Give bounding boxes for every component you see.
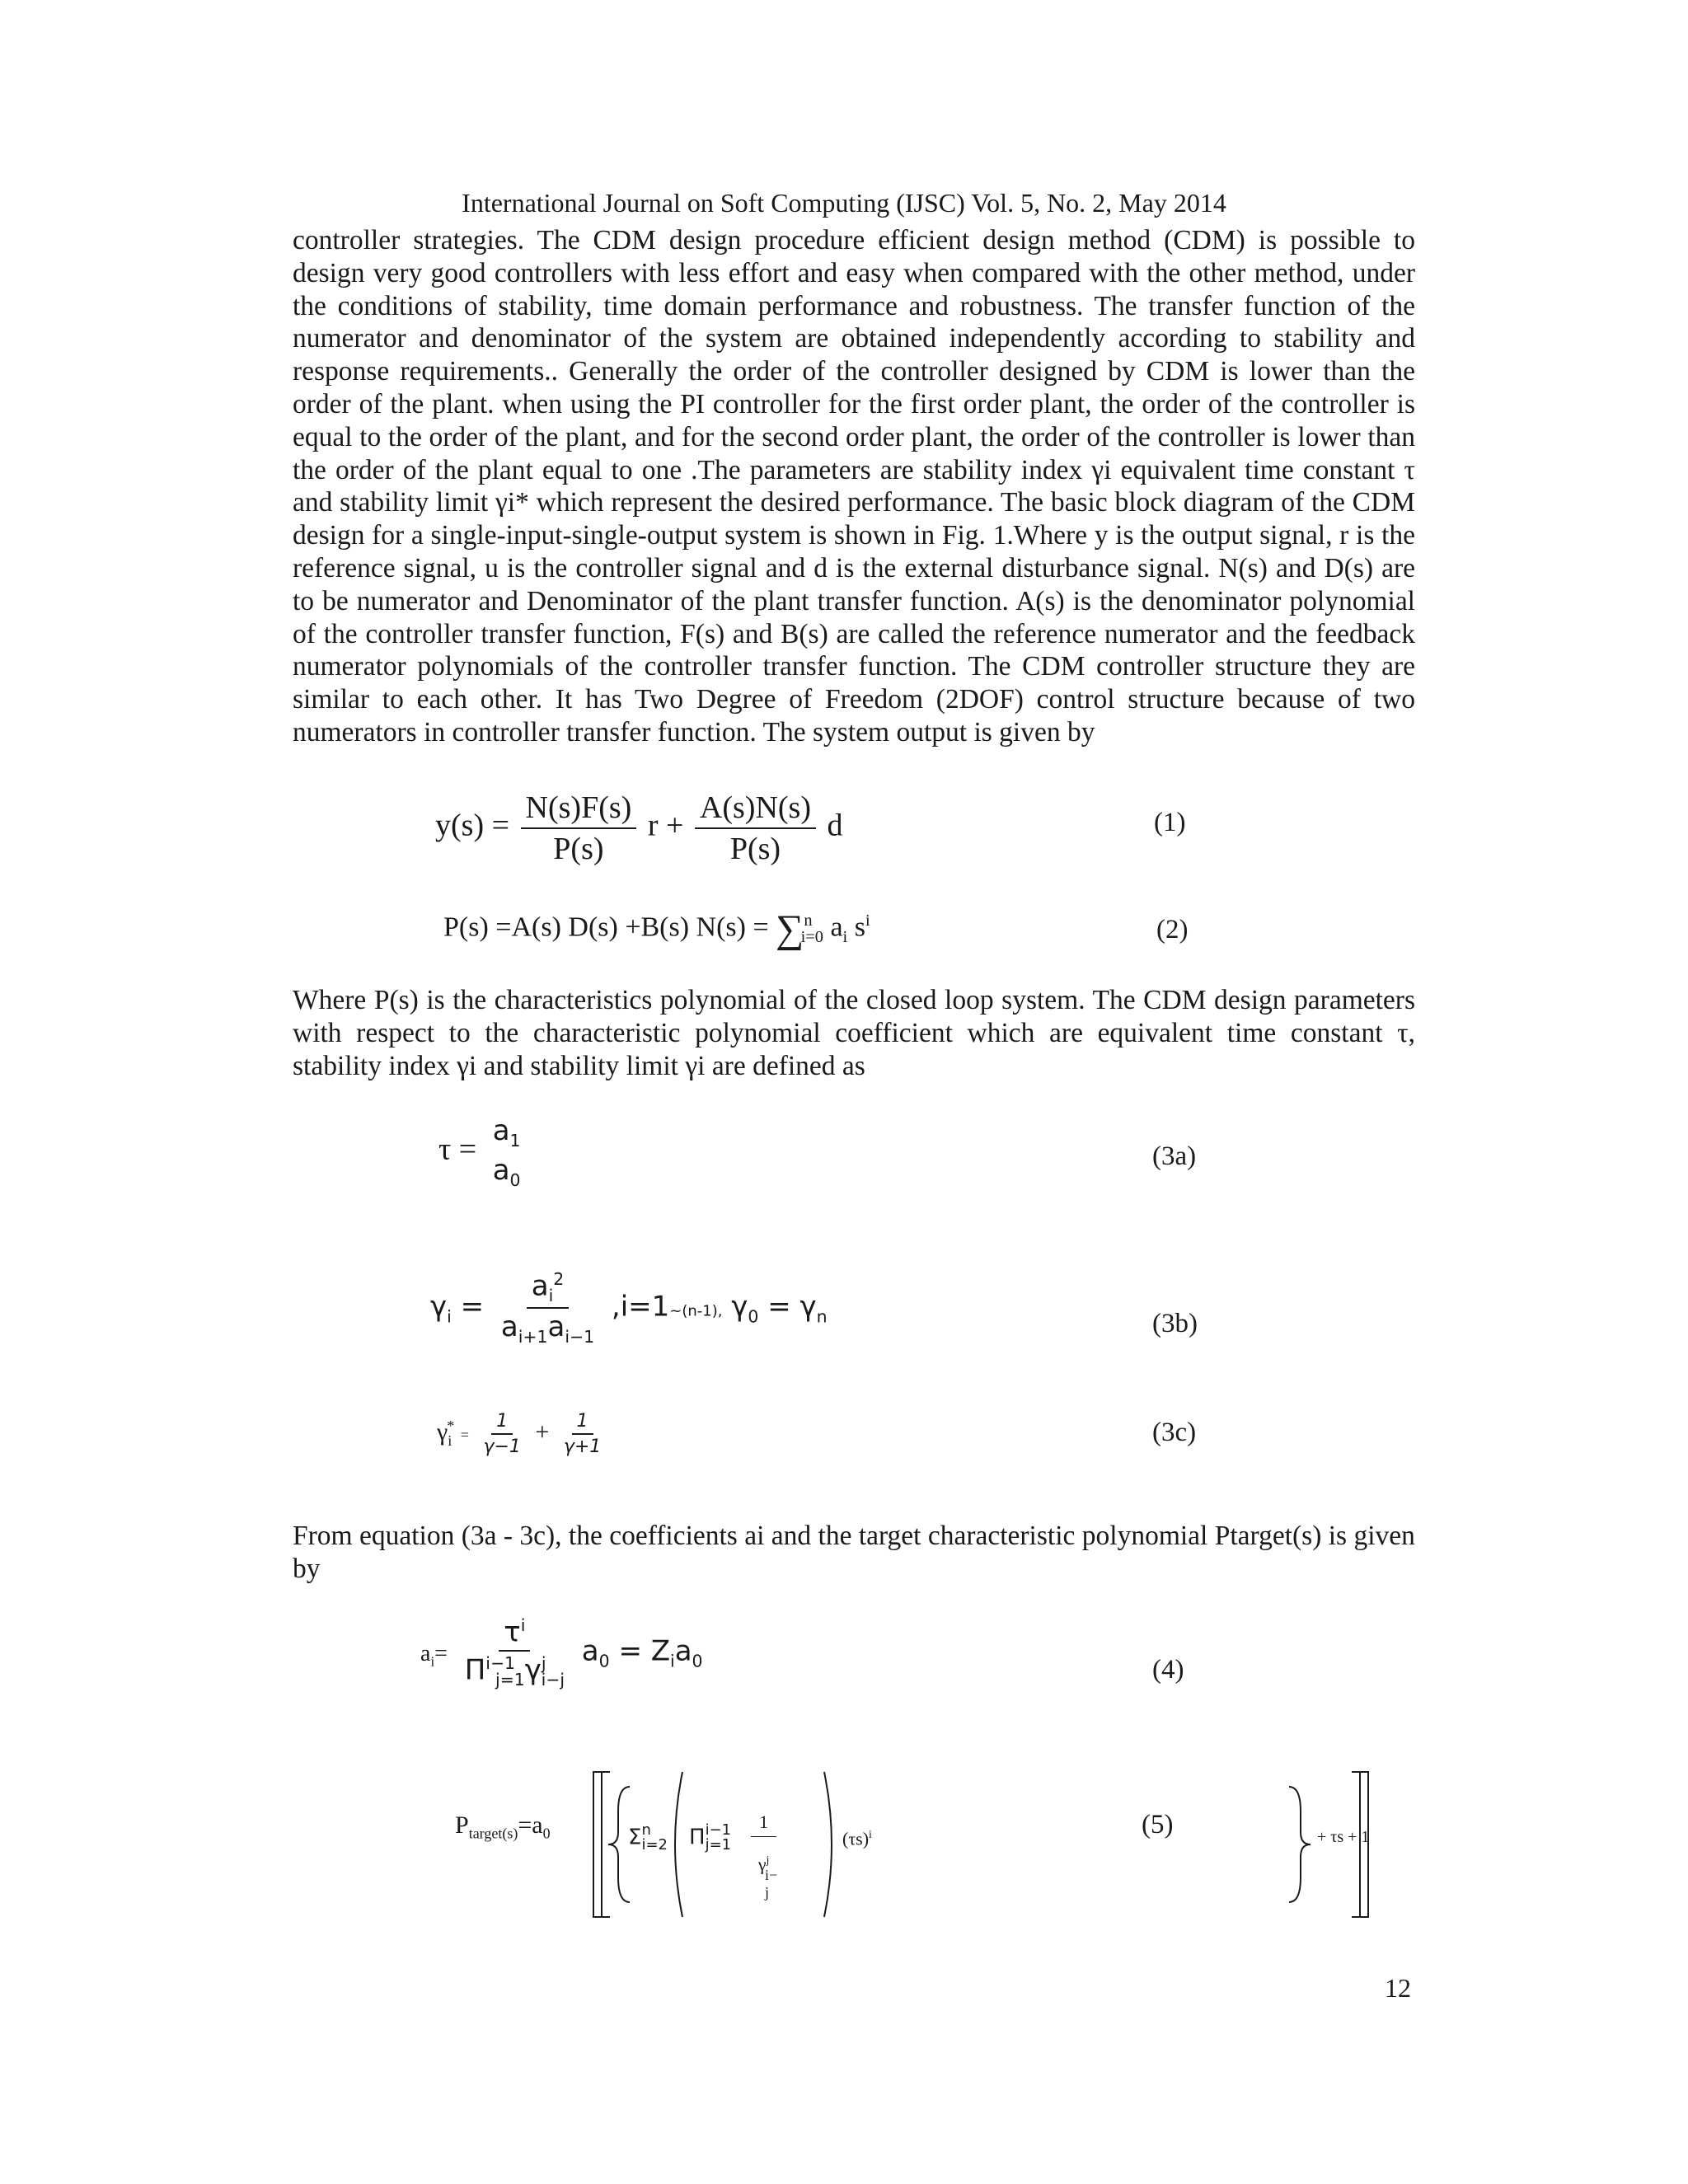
page-number: 12 xyxy=(1385,1973,1411,2003)
equation-5-number: (5) xyxy=(1142,1810,1174,1840)
paragraph-3: From equation (3a - 3c), the coefficients ai and the target characteristic polynomial Ptarget(s) is given by xyxy=(293,1521,1415,1584)
equation-1-number: (1) xyxy=(1154,808,1186,837)
equation-5-brackets xyxy=(455,1770,1395,1919)
equation-4: $a_i=$ $\frac{\tau^i}{\Pi^{i-1}_{j=1}\gamma^j_{i-j}}$ $a_0 = Z_ia_0$ xyxy=(420,1615,703,1690)
paragraph-2: Where P(s) is the characteristics polynomial of the closed loop system. The CDM design parameters with respect to the characteristic polynomial coefficient which are equivalent time constant τ, stability index γi and stability limit γi are defined as xyxy=(293,985,1415,1081)
equation-4-number: (4) xyxy=(1152,1655,1184,1685)
equation-3b: $\gamma_i$ = $\frac{a_i^2}{a_{i+1}a_{i-1}}$ ,i=1~(n-1), $\gamma_0 = \gamma_n$ xyxy=(430,1269,828,1347)
equation-3a: τ = $a_1$ $a_0$ xyxy=(438,1114,521,1190)
equation-3b-number: (3b) xyxy=(1152,1309,1198,1338)
equation-3c: $\gamma_i^*$ = $\frac{1}{\gamma-1}$ + $\frac{1}{\gamma+1}$ xyxy=(437,1411,602,1457)
equation-2: P(s) =A(s) D(s) +B(s) N(s) = ∑$^n_{i=0}$ $a_i$ $s^i$ xyxy=(443,907,870,951)
equation-2-number: (2) xyxy=(1156,915,1189,944)
paragraph-1: controller strategies. The CDM design procedure efficient design method (CDM) is possible to design very good controllers with less effort and easy when compared with the other method, under the conditions of stability, time domain performance and robustness. The transfer function of the numerator and denominator of the system are obtained independently according to stability and response requirements.. Generally the order of the controller designed by CDM is lower than the order of the plant. when using the PI controller for the first order plant, the order of the controller is equal to the order of the plant, and for the second order plant, the order of the controller is lower than the order of the plant equal to one .The parameters are stability index γi equivalent time constant τ and stability limit γi* which represent the desired performance. The basic block diagram of the CDM design for a single-input-single-output system is shown in Fig. 1.Where y is the output signal, r is the reference signal, u is the controller signal and d is the external disturbance signal. N(s) and D(s) are to be numerator and Denominator of the plant transfer function. A(s) is the denominator polynomial of the controller transfer function, F(s) and B(s) are called the reference numerator and the feedback numerator polynomials of the controller transfer function. The CDM controller structure they are similar to each other. It has Two Degree of Freedom (2DOF) control structure because of two numerators in controller transfer function. The system output is given by xyxy=(293,225,1415,748)
equation-1: y(s) = $\frac{N(s)F(s)}{P(s)}$ r + $\frac{A(s)N(s)}{P(s)}$ d xyxy=(435,790,843,866)
journal-header: International Journal on Soft Computing (IJSC) Vol. 5, No. 2, May 2014 xyxy=(462,188,1226,218)
equation-3c-number: (3c) xyxy=(1152,1418,1197,1447)
equation-3a-number: (3a) xyxy=(1152,1141,1197,1171)
